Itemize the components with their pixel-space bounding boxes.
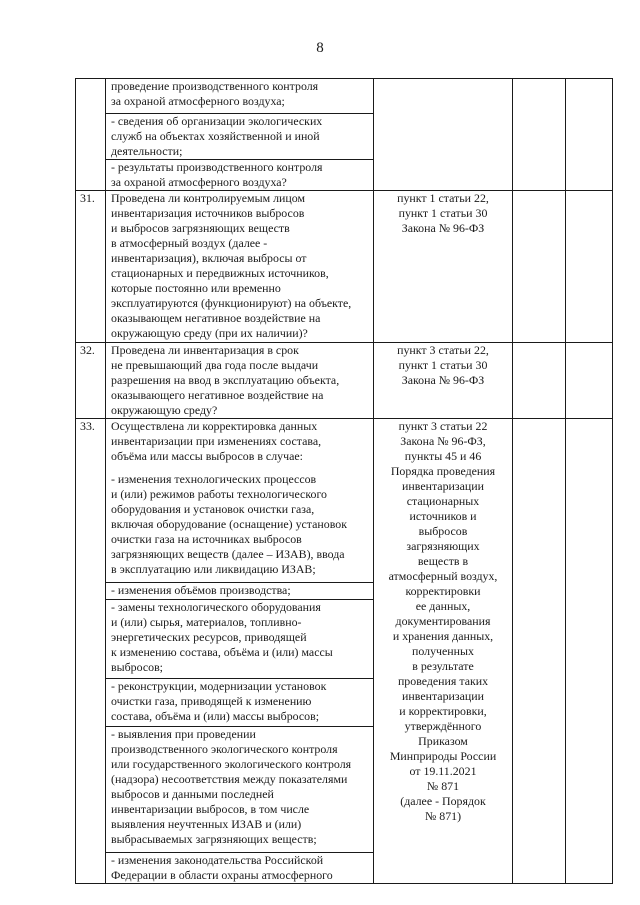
page-number: 8 [316, 40, 324, 56]
reference-text: пункт 3 статьи 22, пункт 1 статьи 30 Закона № 96-ФЗ [397, 343, 489, 387]
reference-text: пункт 1 статьи 22, пункт 1 статьи 30 Закона № 96-ФЗ [397, 191, 489, 235]
item-number-cell: 32. [76, 343, 106, 419]
answer-cell[interactable] [513, 79, 566, 191]
question-text: - изменения объёмов производства; [111, 583, 291, 597]
question-cell [106, 419, 374, 583]
table-row [76, 79, 613, 114]
answer-cell[interactable] [513, 419, 566, 884]
question-cell [106, 583, 374, 600]
question-cell [106, 114, 374, 160]
item-number-cell: 31. [76, 191, 106, 343]
question-text: Проведена ли контролируемым лицом инвентаризация источников выбросов и выбросов загрязняющих веществ в атмосферный воздух (далее - инвентаризация), включая выбросы от стационарных и передвижных источников, которые постоянно или временно эксплуатируются (функционируют) на объекте, оказывающем негативное воздействие на окружающую среду (при их наличии)? [111, 191, 352, 340]
reference-cell [374, 419, 513, 884]
answer-cell[interactable] [513, 191, 566, 343]
question-text: - сведения об организации экологических служб на объектах хозяйственной и иной деятельности; [111, 114, 323, 158]
reference-cell [374, 79, 513, 191]
question-cell [106, 679, 374, 727]
spacer [111, 464, 370, 472]
question-text: Проведена ли инвентаризация в срок не превышающий два года после выдачи разрешения на ввод в эксплуатацию объекта, оказывающего негативное воздействие на окружающую среду? [111, 343, 340, 417]
table-row [76, 191, 613, 343]
question-text: - изменения законодательства Российской Федерации в области охраны атмосферного [111, 853, 333, 882]
answer-cell[interactable] [513, 343, 566, 419]
item-number-cell: 33. [76, 419, 106, 884]
question-cell [106, 343, 374, 419]
table-row [76, 343, 613, 419]
question-cell [106, 853, 374, 884]
requirements-table [75, 78, 613, 884]
question-cell [106, 600, 374, 679]
question-text: - замены технологического оборудования и (или) сырья, материалов, топливно- энергетических ресурсов, приводящей к изменению состава, объёма и (или) массы выбросов; [111, 600, 333, 674]
question-text: - изменения технологических процессов и (или) режимов работы технологического оборудования и установок очистки газа, включая оборудование (оснащение) установок очистки газа на источниках выбросов загрязняющих веществ (далее – ИЗАВ), ввода в эксплуатацию или ликвидацию ИЗАВ; [111, 472, 347, 576]
question-text: - результаты производственного контроля за охраной атмосферного воздуха? [111, 160, 323, 189]
table-row [76, 419, 613, 583]
question-cell [106, 160, 374, 191]
question-cell [106, 727, 374, 853]
question-text: проведение производственного контроля за охраной атмосферного воздуха; [111, 79, 319, 108]
question-text: - реконструкции, модернизации установок очистки газа, приводящей к изменению состава, объёма и (или) массы выбросов; [111, 679, 327, 723]
answer-cell[interactable] [566, 79, 613, 191]
question-cell [106, 191, 374, 343]
question-text: Осуществлена ли корректировка данных инвентаризации при изменениях состава, объёма или массы выбросов в случае: [111, 419, 322, 463]
question-cell [106, 79, 374, 114]
answer-cell[interactable] [566, 191, 613, 343]
answer-cell[interactable] [566, 419, 613, 884]
question-text: - выявления при проведении производственного экологического контроля или государственного экологического контроля (надзора) несоответствия между показателями выбросов и данными последней инвентаризации выбросов, в том числе выявления неучтенных ИЗАВ и (или) выбрасываемых загрязняющих веществ; [111, 727, 352, 846]
reference-cell [374, 191, 513, 343]
item-number-cell [76, 79, 106, 191]
reference-cell [374, 343, 513, 419]
reference-text: пункт 3 статьи 22 Закона № 96-ФЗ, пункты 45 и 46 Порядка проведения инвентаризации стационарных источников и выбросов загрязняющих веществ в атмосферный воздух, корректировки ее данных, документирования и хранения данных, полученных в результате проведения таких инвентаризации и корректировки, утверждённого Приказом Минприроды России от 19.11.2021 № 871 (далее - Порядок № 871) [388, 419, 498, 823]
answer-cell[interactable] [566, 343, 613, 419]
